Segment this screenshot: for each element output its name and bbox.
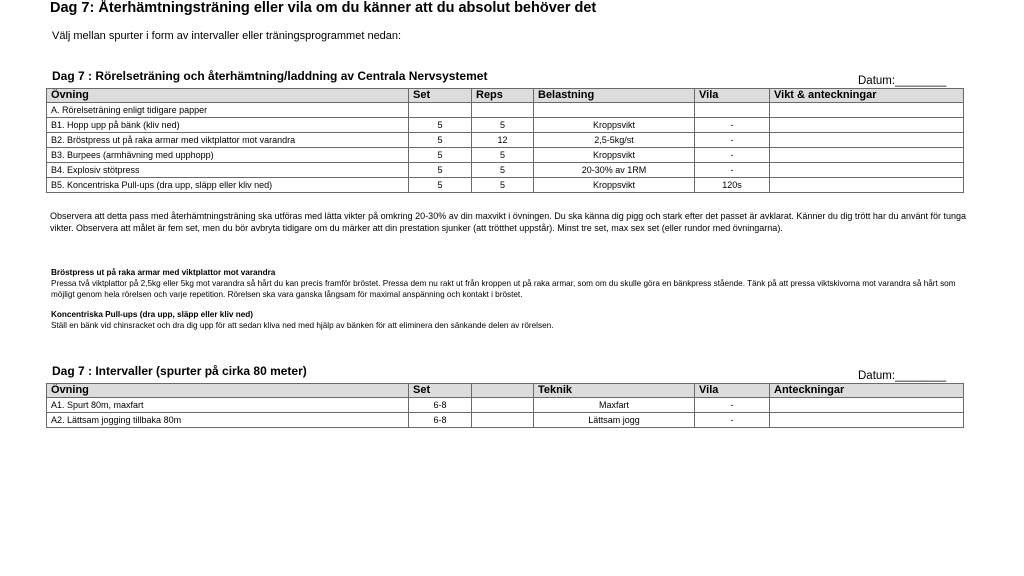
section1-note: Observera att detta pass med återhämtningsträning ska utföras med lätta vikter på omkring 20-30% av din maxvikt i övningen. Du ska känna dig pigg och stark efter det passet är avklarat. Känner du dig trött har du använt för tunga vikter. Observera att målet är fem set, men du bör avbryta tidigare om du märker att din prestation sjunker (att trötthet uppstår). Minst tre set, max sex set (eller rundor med övningarna). [50,211,966,233]
cell-belastning: Kroppsvikt [534,148,695,163]
cell-notes[interactable] [770,398,964,413]
col-header-ovning: Övning [47,89,409,103]
cell-notes[interactable] [770,148,964,163]
cell-reps: 5 [472,178,534,193]
cell-vila: - [695,133,770,148]
col-header-empty [472,384,534,398]
cell-set: 5 [409,148,472,163]
cell-ovning: A. Rörelseträning enligt tidigare papper [47,103,409,118]
cell-vila: 120s [695,178,770,193]
table-row [47,163,964,178]
cell-ovning: B5. Koncentriska Pull-ups (dra upp, släpp eller kliv ned) [47,178,409,193]
table-row [47,103,964,118]
description-title: Koncentriska Pull-ups (dra upp, släpp eller kliv ned) [51,310,254,319]
description-bench-press [51,267,971,300]
table-row [47,118,964,133]
col-header-belastning: Belastning [534,89,695,103]
cell-notes[interactable] [770,178,964,193]
cell-ovning: B2. Bröstpress ut på raka armar med viktplattor mot varandra [47,133,409,148]
section1-datum: Datum:________ [858,75,947,87]
page-title: Dag 7: Återhämtningsträning eller vila om du känner att du absolut behöver det [50,0,597,16]
cell-belastning [534,103,695,118]
cell-vila: - [695,163,770,178]
cell-notes[interactable] [770,133,964,148]
cell-vila: - [695,398,770,413]
table-header-row [47,384,964,398]
cell-belastning: 20-30% av 1RM [534,163,695,178]
cell-ovning: A2. Lättsam jogging tillbaka 80m [47,413,409,428]
col-header-anteckningar: Anteckningar [770,384,964,398]
section2-datum: Datum:________ [858,370,947,382]
table-row [47,398,964,413]
cell-empty [472,398,534,413]
cell-vila: - [695,413,770,428]
col-header-set: Set [409,89,472,103]
cell-reps: 12 [472,133,534,148]
cell-belastning: Kroppsvikt [534,178,695,193]
cell-ovning: B3. Burpees (armhävning med upphopp) [47,148,409,163]
cell-notes[interactable] [770,103,964,118]
col-header-set: Set [409,384,472,398]
col-header-teknik: Teknik [534,384,695,398]
cell-notes[interactable] [770,163,964,178]
description-title: Bröstpress ut på raka armar med viktplattor mot varandra [51,268,276,277]
cell-vila: - [695,148,770,163]
table-row [47,148,964,163]
cell-reps [472,103,534,118]
cell-ovning: A1. Spurt 80m, maxfart [47,398,409,413]
table-row [47,178,964,193]
cell-reps: 5 [472,118,534,133]
cell-ovning: B4. Explosiv stötpress [47,163,409,178]
col-header-vila: Vila [695,384,770,398]
cell-notes[interactable] [770,118,964,133]
col-header-ovning: Övning [47,384,409,398]
description-pull-ups [51,309,971,331]
cell-set: 5 [409,163,472,178]
cell-empty [472,413,534,428]
col-header-reps: Reps [472,89,534,103]
cell-set: 5 [409,133,472,148]
description-text: Ställ en bänk vid chinsracket och dra dig upp för att sedan kliva ned med hjälp av bänken för att eliminera den sänkande delen av rörelsen. [51,321,554,330]
section1-title: Dag 7 : Rörelseträning och återhämtning/laddning av Centrala Nervsystemet [52,69,488,83]
cell-belastning: 2,5-5kg/st [534,133,695,148]
page-subtitle: Välj mellan spurter i form av intervaller eller träningsprogrammet nedan: [52,30,402,42]
col-header-vila: Vila [695,89,770,103]
cell-set: 6-8 [409,398,472,413]
cell-notes[interactable] [770,413,964,428]
section2-table [46,383,964,428]
cell-teknik: Maxfart [534,398,695,413]
cell-teknik: Lättsam jogg [534,413,695,428]
table-row [47,133,964,148]
cell-ovning: B1. Hopp upp på bänk (kliv ned) [47,118,409,133]
description-text: Pressa två viktplattor på 2,5kg eller 5kg mot varandra så hårt du kan precis framför bröstet. Pressa dem nu rakt ut från kroppen ut på raka armar, som om du skulle göra en bänkpress stående. Tänk på att pressa viktskivorna mot varandra så hårt som möjligt genom hela rörelsen och varje repetition. Rörelsen ska vara ganska långsam för maximal anspänning och kontakt i bröstet. [51,279,956,299]
cell-belastning: Kroppsvikt [534,118,695,133]
cell-set: 6-8 [409,413,472,428]
section1-table [46,88,964,193]
cell-reps: 5 [472,148,534,163]
cell-vila: - [695,118,770,133]
table-header-row [47,89,964,103]
col-header-anteckningar: Vikt & anteckningar [770,89,964,103]
cell-vila [695,103,770,118]
cell-set: 5 [409,178,472,193]
cell-set: 5 [409,118,472,133]
cell-set [409,103,472,118]
cell-reps: 5 [472,163,534,178]
section2-title: Dag 7 : Intervaller (spurter på cirka 80 meter) [52,364,307,378]
table-row [47,413,964,428]
